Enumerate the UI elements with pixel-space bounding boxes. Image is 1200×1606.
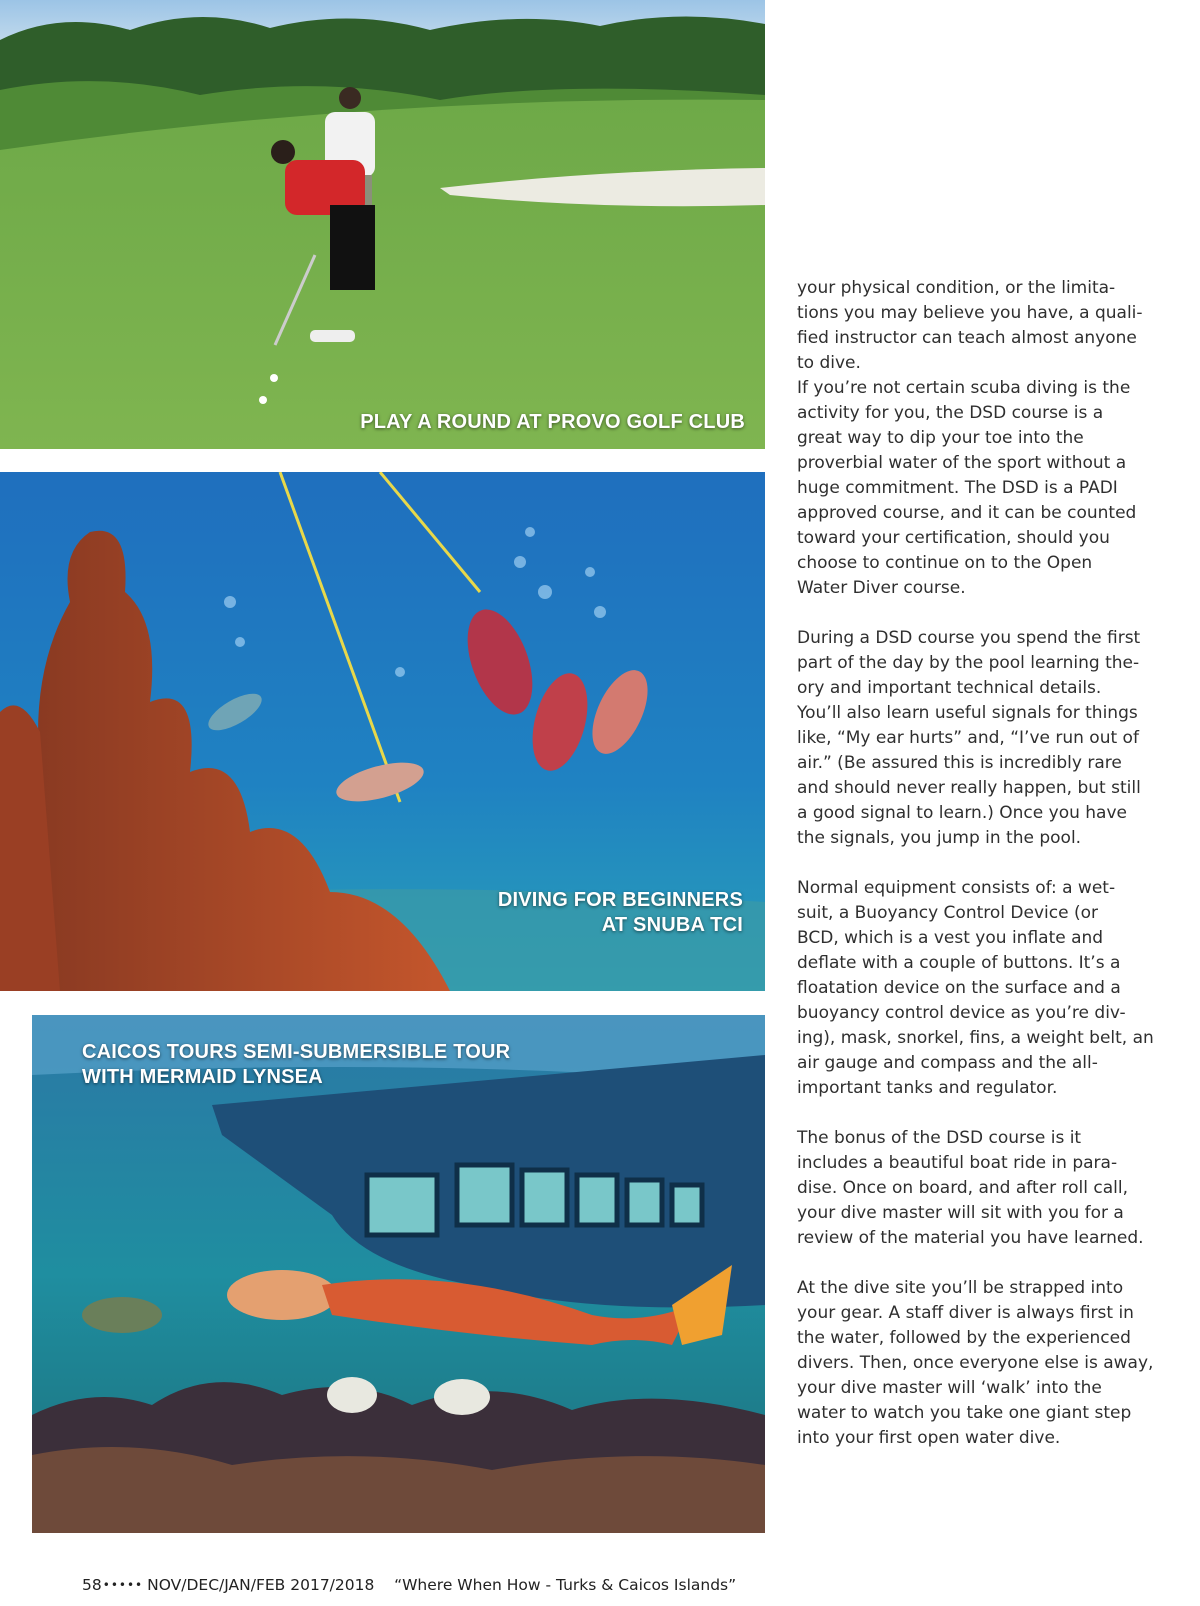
diving-photo-caption bbox=[498, 888, 743, 938]
text-line: Water Diver course. bbox=[797, 578, 966, 598]
text-line: air.” (Be assured this is incredibly rare bbox=[797, 753, 1122, 773]
paragraph-gap bbox=[797, 601, 1157, 626]
article-column bbox=[797, 276, 1157, 1451]
text-line: your dive master will sit with you for a bbox=[797, 1203, 1124, 1223]
text-line: During a DSD course you spend the first bbox=[797, 628, 1141, 648]
paragraph-gap bbox=[797, 851, 1157, 876]
text-line: and should never really happen, but still bbox=[797, 778, 1141, 798]
text-line: dise. Once on board, and after roll call, bbox=[797, 1178, 1128, 1198]
article-paragraph bbox=[797, 376, 1157, 601]
paragraph-gap bbox=[797, 1101, 1157, 1126]
text-line: great way to dip your toe into the bbox=[797, 428, 1084, 448]
issue-dates: NOV/DEC/JAN/FEB 2017/2018 bbox=[147, 1576, 375, 1594]
text-line: the signals, you jump in the pool. bbox=[797, 828, 1082, 848]
text-line: important tanks and regulator. bbox=[797, 1078, 1058, 1098]
page-footer bbox=[82, 1576, 736, 1594]
text-line: water to watch you take one giant step bbox=[797, 1403, 1132, 1423]
text-line: ing), mask, snorkel, fins, a weight belt, an bbox=[797, 1028, 1154, 1048]
caption-line: DIVING FOR BEGINNERS bbox=[497, 889, 743, 911]
golf-scene-image bbox=[0, 0, 765, 449]
footer-dots: ••••• bbox=[102, 1578, 144, 1592]
golf-photo bbox=[0, 0, 765, 449]
text-line: You’ll also learn useful signals for things bbox=[797, 703, 1138, 723]
article-paragraph bbox=[797, 1276, 1157, 1451]
caption-line: CAICOS TOURS SEMI-SUBMERSIBLE TOUR bbox=[82, 1041, 511, 1063]
text-line: to dive. bbox=[797, 353, 861, 373]
text-line: The bonus of the DSD course is it bbox=[797, 1128, 1082, 1148]
text-line: your dive master will ‘walk’ into the bbox=[797, 1378, 1102, 1398]
text-line: BCD, which is a vest you inflate and bbox=[797, 928, 1104, 948]
text-line: divers. Then, once everyone else is away, bbox=[797, 1353, 1154, 1373]
text-line: air gauge and compass and the all- bbox=[797, 1053, 1098, 1073]
text-line: Normal equipment consists of: a wet- bbox=[797, 878, 1116, 898]
text-line: tions you may believe you have, a quali- bbox=[797, 303, 1143, 323]
page-number: 58 bbox=[82, 1576, 102, 1594]
text-line: proverbial water of the sport without a bbox=[797, 453, 1127, 473]
submarine-scene-image bbox=[32, 1015, 765, 1533]
text-line: choose to continue on to the Open bbox=[797, 553, 1093, 573]
diving-photo bbox=[0, 472, 765, 991]
article-paragraph bbox=[797, 626, 1157, 851]
text-line: fied instructor can teach almost anyone bbox=[797, 328, 1137, 348]
text-line: buoyancy control device as you’re div- bbox=[797, 1003, 1126, 1023]
text-line: huge commitment. The DSD is a PADI bbox=[797, 478, 1118, 498]
submarine-photo-caption bbox=[82, 1040, 510, 1090]
text-line: a good signal to learn.) Once you have bbox=[797, 803, 1127, 823]
text-line: like, “My ear hurts” and, “I’ve run out of bbox=[797, 728, 1139, 748]
paragraph-gap bbox=[797, 1251, 1157, 1276]
golf-photo-caption bbox=[360, 410, 745, 435]
caption-line: WITH MERMAID LYNSEA bbox=[82, 1066, 323, 1088]
text-line: part of the day by the pool learning the- bbox=[797, 653, 1140, 673]
text-line: floatation device on the surface and a bbox=[797, 978, 1121, 998]
text-line: into your first open water dive. bbox=[797, 1428, 1061, 1448]
text-line: approved course, and it can be counted bbox=[797, 503, 1137, 523]
text-line: your physical condition, or the limita- bbox=[797, 278, 1116, 298]
text-line: the water, followed by the experienced bbox=[797, 1328, 1131, 1348]
publication-title: “Where When How - Turks & Caicos Islands” bbox=[394, 1576, 737, 1594]
text-line: toward your certification, should you bbox=[797, 528, 1110, 548]
text-line: deflate with a couple of buttons. It’s a bbox=[797, 953, 1121, 973]
text-line: includes a beautiful boat ride in para- bbox=[797, 1153, 1118, 1173]
article-paragraph bbox=[797, 276, 1157, 376]
article-paragraph bbox=[797, 1126, 1157, 1251]
text-line: review of the material you have learned. bbox=[797, 1228, 1144, 1248]
text-line: activity for you, the DSD course is a bbox=[797, 403, 1104, 423]
article-paragraph bbox=[797, 876, 1157, 1101]
text-line: ory and important technical details. bbox=[797, 678, 1102, 698]
submarine-photo bbox=[32, 1015, 765, 1533]
text-line: If you’re not certain scuba diving is the bbox=[797, 378, 1131, 398]
text-line: your gear. A staff diver is always first in bbox=[797, 1303, 1134, 1323]
text-line: At the dive site you’ll be strapped into bbox=[797, 1278, 1124, 1298]
caption-line: PLAY A ROUND AT PROVO GOLF CLUB bbox=[360, 411, 745, 433]
caption-line: AT SNUBA TCI bbox=[601, 914, 743, 936]
text-line: suit, a Buoyancy Control Device (or bbox=[797, 903, 1098, 923]
